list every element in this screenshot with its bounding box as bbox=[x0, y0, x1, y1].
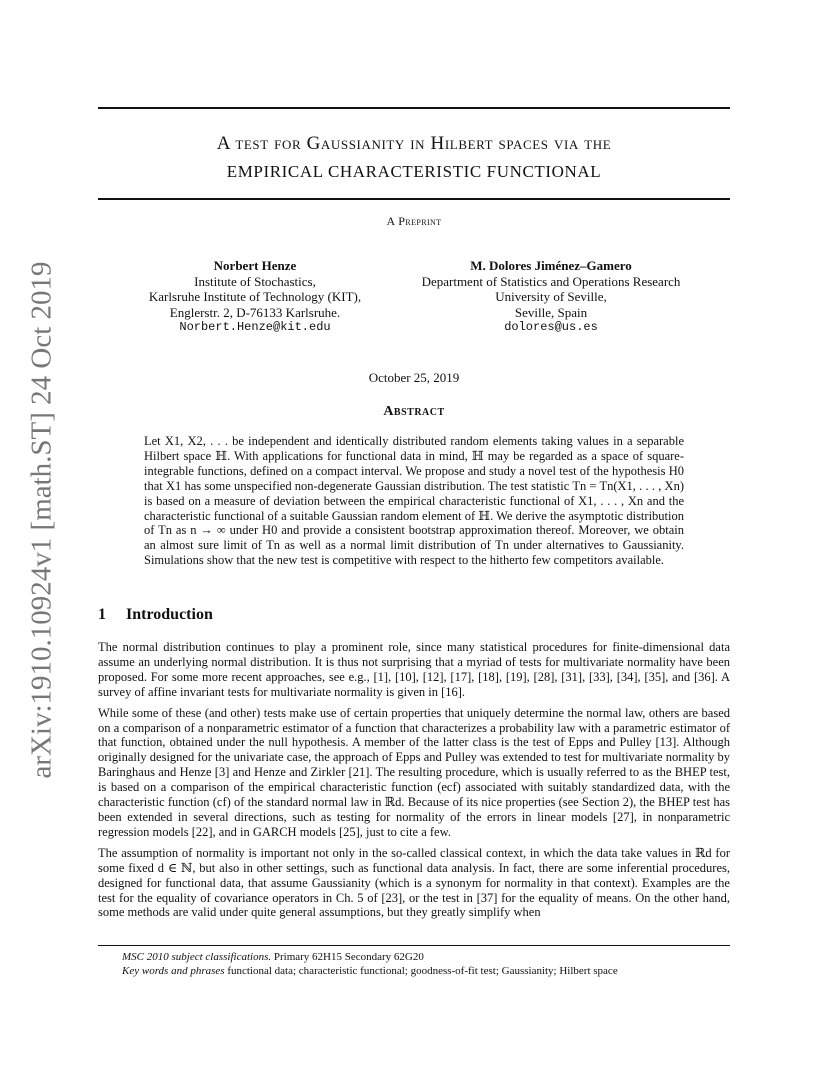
author-affiliation-line: Englerstr. 2, D-76133 Karlsruhe. bbox=[169, 304, 341, 320]
author-email[interactable]: Norbert.Henze@kit.edu bbox=[179, 320, 331, 334]
author-block-1 bbox=[130, 258, 380, 336]
body-paragraph: While some of these (and other) tests make use of certain properties that uniquely determine the normal law, others are based on a comparison of a nonparametric estimator of a function that characterizes a probability law with a parametric estimator of that function, obtained under the null hypothesis. A member of the latter class is the test of Epps and Pulley [13]. Although originally designed for the univariate case, the approach of Epps and Pulley was extended to test for multivariate normality by Baringhaus and Henze [3] and Henze and Zirkler [21]. The resulting procedure, which is usually referred to as the BHEP test, is based on a comparison of the empirical characteristic function (ecf) associated with suitably standardized data, with the characteristic function (cf) of the standard normal law in ℝd. Because of its nice properties (see Section 2), the BHEP test has been extended in several directions, such as testing for normality of the errors in linear models [27], in nonparametric regression models [22], and in GARCH models [25], just to cite a few. bbox=[98, 705, 730, 839]
title-bottom-rule bbox=[98, 198, 730, 200]
footnote-msc bbox=[122, 950, 722, 964]
body-paragraph: The normal distribution continues to play a prominent role, since many statistical procedures for finite-dimensional data assume an underlying normal distribution. It is thus not surprising that a myriad of tests for multivariate normality have been proposed. For some more recent approaches, see e.g., [1], [10], [12], [17], [18], [19], [28], [31], [33], [34], [35], and [36]. A survey of affine invariant tests for multivariate normality is given in [16]. bbox=[98, 640, 730, 699]
title-line-1: A test for Gaussianity in Hilbert spaces via the bbox=[216, 133, 612, 154]
msc-label: MSC 2010 subject classifications. bbox=[122, 951, 272, 963]
author-affiliation-line: Seville, Spain bbox=[514, 304, 588, 320]
keywords-label: Key words and phrases bbox=[122, 965, 225, 977]
author-email[interactable]: dolores@us.es bbox=[504, 320, 598, 334]
footnotes bbox=[122, 950, 722, 978]
author-name: M. Dolores Jiménez–Gamero bbox=[470, 258, 632, 273]
author-block-2 bbox=[405, 258, 697, 336]
body-paragraph: The assumption of normality is important not only in the so-called classical context, in which the data take values in ℝd for some fixed d ∈ ℕ, but also in other settings, such as functional data analysis. In fact, there are some inferential procedures, designed for functional data, that assume Gaussianity (which is a synonym for normality in that context). Examples are the test for the equality of covariance operators in Ch. 5 of [23], or the test in [37] for the equality of means. On the other hand, some methods are valid under quite general assumptions, but they greatly simplify when bbox=[98, 845, 730, 920]
author-affiliation-line: University of Seville, bbox=[495, 289, 607, 304]
footnote-keywords bbox=[122, 964, 722, 978]
footnote-rule bbox=[98, 945, 730, 946]
abstract-text: Let X1, X2, . . . be independent and identically distributed random elements taking values in a separable Hilbert space ℍ. With applications for functional data in mind, ℍ may be regarded as a space of square-integrable functions, defined on a compact interval. We propose and study a novel test of the hypothesis H0 that X1 has some unspecified non-degenerate Gaussian distribution. The test statistic Tn = Tn(X1, . . . , Xn) is based on a measure of deviation between the empirical characteristic functional of X1, . . . , Xn and the characteristic functional of a suitable Gaussian random element of ℍ. We derive the asymptotic distribution of Tn as n → ∞ under H0 and provide a consistent bootstrap approximation thereof. Moreover, we obtain an almost sure limit of Tn as well as a normal limit distribution of Tn under alternatives to Gaussianity. Simulations show that the new test is competitive with respect to the hitherto few competitors available. bbox=[144, 434, 684, 568]
section-body bbox=[98, 640, 730, 926]
arxiv-stamp bbox=[22, 260, 62, 780]
author-name: Norbert Henze bbox=[213, 258, 297, 273]
title-top-rule bbox=[98, 107, 730, 109]
author-affiliation-line: Karlsruhe Institute of Technology (KIT), bbox=[148, 289, 362, 304]
paper-title bbox=[98, 130, 730, 186]
keywords-text: functional data; characteristic functional; goodness-of-fit test; Gaussianity; Hilbert space bbox=[227, 965, 618, 977]
title-line-2: EMPIRICAL CHARACTERISTIC FUNCTIONAL bbox=[226, 162, 602, 181]
preprint-label: A Preprint bbox=[386, 214, 442, 228]
abstract-heading: Abstract bbox=[383, 404, 445, 419]
publication-date: October 25, 2019 bbox=[368, 370, 460, 385]
arxiv-stamp-text: arXiv:1910.10924v1 [math.ST] 24 Oct 2019 bbox=[25, 261, 58, 779]
author-affiliation-line: Institute of Stochastics, bbox=[194, 273, 316, 289]
section-number: 1 bbox=[98, 606, 106, 623]
section-heading bbox=[98, 606, 213, 624]
author-affiliation-line: Department of Statistics and Operations Research bbox=[421, 273, 681, 289]
section-title: Introduction bbox=[126, 606, 213, 623]
msc-text: Primary 62H15 Secondary 62G20 bbox=[273, 951, 424, 963]
